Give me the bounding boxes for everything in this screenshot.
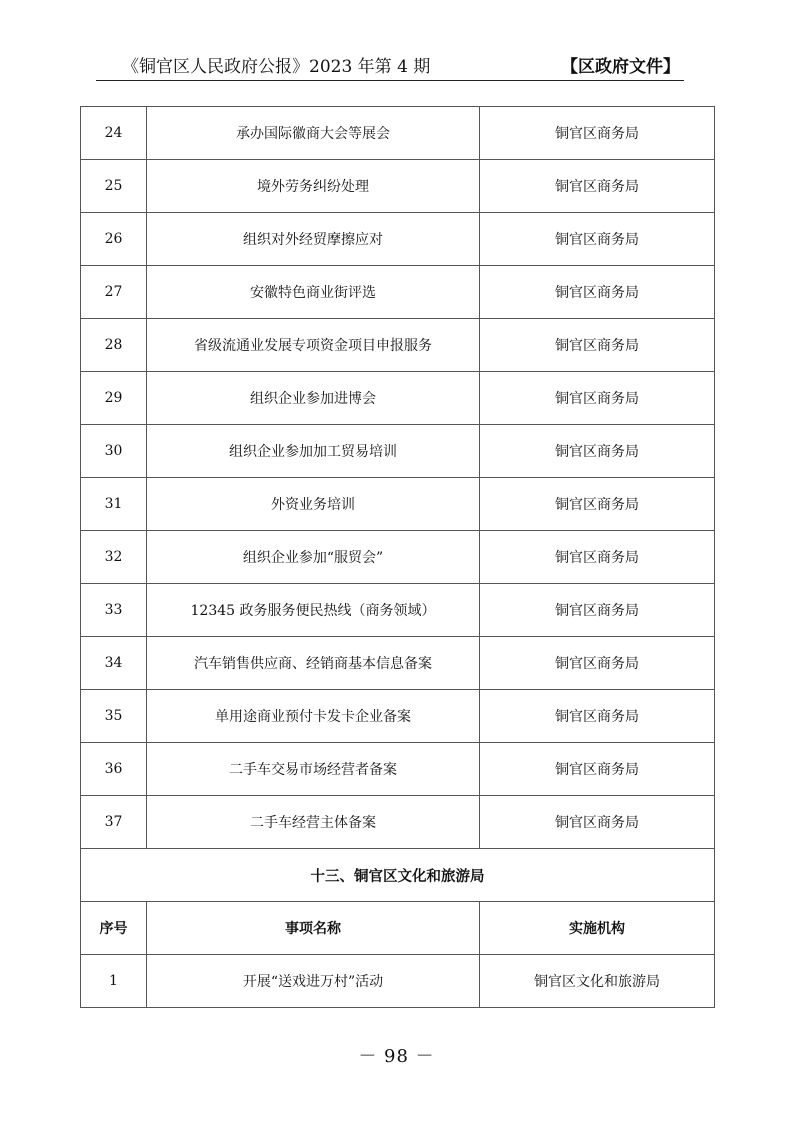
cell-agency: 铜官区商务局 (480, 690, 715, 743)
cell-no: 1 (81, 955, 147, 1008)
table-row (81, 955, 715, 1008)
table-row (81, 796, 715, 849)
cell-agency: 铜官区商务局 (480, 372, 715, 425)
cell-agency: 铜官区商务局 (480, 531, 715, 584)
column-header-row (81, 902, 715, 955)
cell-name: 组织企业参加进博会 (147, 372, 480, 425)
column-header-no: 序号 (81, 902, 147, 955)
cell-no: 33 (81, 584, 147, 637)
table-row (81, 425, 715, 478)
cell-no: 28 (81, 319, 147, 372)
section-title: 十三、铜官区文化和旅游局 (81, 849, 715, 902)
section-tag: 【区政府文件】 (561, 57, 680, 77)
header-divider (96, 80, 684, 81)
table-row (81, 478, 715, 531)
table-row (81, 160, 715, 213)
cell-no: 26 (81, 213, 147, 266)
section-title-row (81, 849, 715, 902)
cell-agency: 铜官区商务局 (480, 478, 715, 531)
page-number: － 98 － (358, 1046, 435, 1067)
table-row (81, 584, 715, 637)
cell-name: 汽车销售供应商、经销商基本信息备案 (147, 637, 480, 690)
cell-name: 外资业务培训 (147, 478, 480, 531)
cell-name: 承办国际徽商大会等展会 (147, 107, 480, 160)
cell-no: 32 (81, 531, 147, 584)
cell-agency: 铜官区商务局 (480, 796, 715, 849)
cell-name: 组织对外经贸摩擦应对 (147, 213, 480, 266)
cell-name: 开展“送戏进万村”活动 (147, 955, 480, 1008)
cell-name: 二手车经营主体备案 (147, 796, 480, 849)
column-header-agency: 实施机构 (480, 902, 715, 955)
cell-agency: 铜官区商务局 (480, 266, 715, 319)
column-header-name: 事项名称 (147, 902, 480, 955)
services-table (80, 106, 715, 1008)
table-row (81, 107, 715, 160)
table-row (81, 319, 715, 372)
cell-agency: 铜官区文化和旅游局 (480, 955, 715, 1008)
table-row (81, 372, 715, 425)
cell-no: 27 (81, 266, 147, 319)
cell-name: 安徽特色商业街评选 (147, 266, 480, 319)
cell-name: 12345 政务服务便民热线（商务领域） (147, 584, 480, 637)
table-row (81, 213, 715, 266)
cell-name: 境外劳务纠纷处理 (147, 160, 480, 213)
cell-no: 35 (81, 690, 147, 743)
cell-no: 24 (81, 107, 147, 160)
cell-no: 37 (81, 796, 147, 849)
cell-agency: 铜官区商务局 (480, 584, 715, 637)
table-row (81, 743, 715, 796)
cell-agency: 铜官区商务局 (480, 107, 715, 160)
cell-no: 34 (81, 637, 147, 690)
cell-agency: 铜官区商务局 (480, 160, 715, 213)
page-header (96, 56, 684, 82)
table-row (81, 266, 715, 319)
cell-agency: 铜官区商务局 (480, 319, 715, 372)
cell-name: 二手车交易市场经营者备案 (147, 743, 480, 796)
table-row (81, 531, 715, 584)
cell-no: 30 (81, 425, 147, 478)
cell-no: 29 (81, 372, 147, 425)
table-row (81, 637, 715, 690)
cell-name: 单用途商业预付卡发卡企业备案 (147, 690, 480, 743)
cell-no: 36 (81, 743, 147, 796)
services-table-body (81, 107, 715, 1008)
bulletin-title: 《铜官区人民政府公报》2023 年第 4 期 (122, 57, 431, 77)
cell-name: 省级流通业发展专项资金项目申报服务 (147, 319, 480, 372)
cell-no: 25 (81, 160, 147, 213)
cell-agency: 铜官区商务局 (480, 213, 715, 266)
cell-no: 31 (81, 478, 147, 531)
cell-name: 组织企业参加加工贸易培训 (147, 425, 480, 478)
cell-agency: 铜官区商务局 (480, 743, 715, 796)
cell-name: 组织企业参加“服贸会” (147, 531, 480, 584)
cell-agency: 铜官区商务局 (480, 637, 715, 690)
table-row (81, 690, 715, 743)
cell-agency: 铜官区商务局 (480, 425, 715, 478)
